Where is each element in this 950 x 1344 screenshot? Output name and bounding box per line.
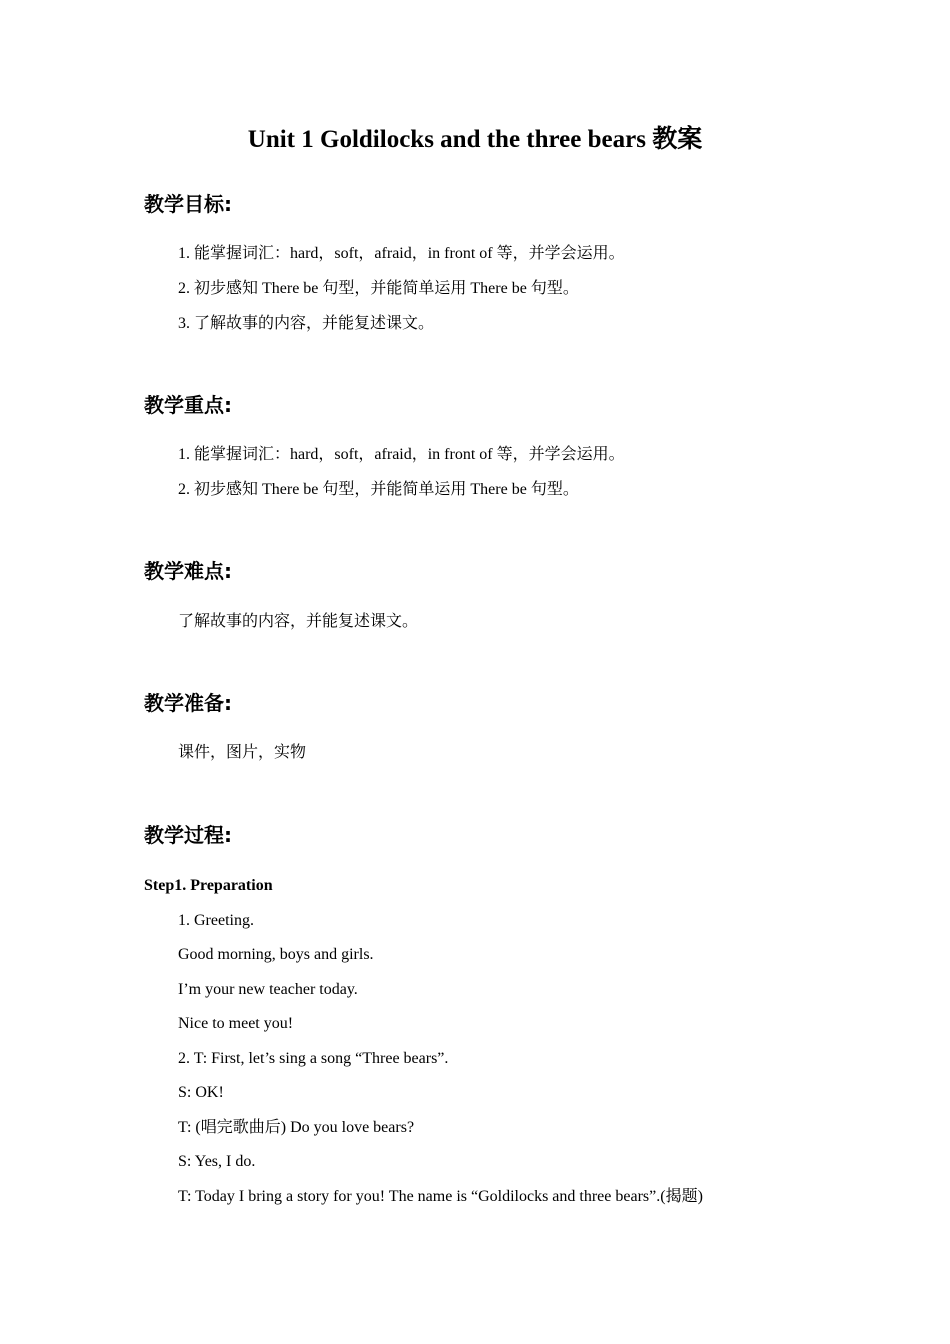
step1-title: Step1. Preparation [144,877,273,894]
process-heading: 教学过程: [144,823,232,847]
difficulties-heading: 教学难点: [144,559,232,583]
step1-line: T: (唱完歌曲后) Do you love bears? [178,1119,415,1136]
objective-item: 3. 了解故事的内容，并能复述课文。 [178,315,435,332]
objectives-heading: 教学目标: [144,192,232,216]
preparation-heading: 教学准备: [144,691,232,715]
step1-line: 1. Greeting. [178,912,254,929]
step1-line: S: OK! [178,1084,224,1101]
document-title: Unit 1 Goldilocks and the three bears 教案 [247,126,703,153]
objective-item: 2. 初步感知 There be 句型，并能简单运用 There be 句型。 [178,280,579,297]
step1-line: S: Yes, I do. [178,1153,256,1170]
preparation-text: 课件，图片，实物 [178,744,307,761]
key-point-item: 2. 初步感知 There be 句型，并能简单运用 There be 句型。 [178,481,579,498]
step1-line: I’m your new teacher today. [178,981,358,998]
step1-line: Nice to meet you! [178,1015,294,1032]
step1-line: Good morning, boys and girls. [178,946,374,963]
step1-line: T: Today I bring a story for you! The name is “Goldilocks and three bears”.(揭题) [178,1188,703,1205]
step1-line: 2. T: First, let’s sing a song “Three bears”. [178,1050,449,1067]
key-points-heading: 教学重点: [144,393,232,417]
key-point-item: 1. 能掌握词汇：hard，soft，afraid，in front of 等，并学会运用。 [178,446,625,463]
objective-item: 1. 能掌握词汇：hard，soft，afraid，in front of 等，并学会运用。 [178,245,625,262]
difficulties-text: 了解故事的内容，并能复述课文。 [178,613,419,630]
